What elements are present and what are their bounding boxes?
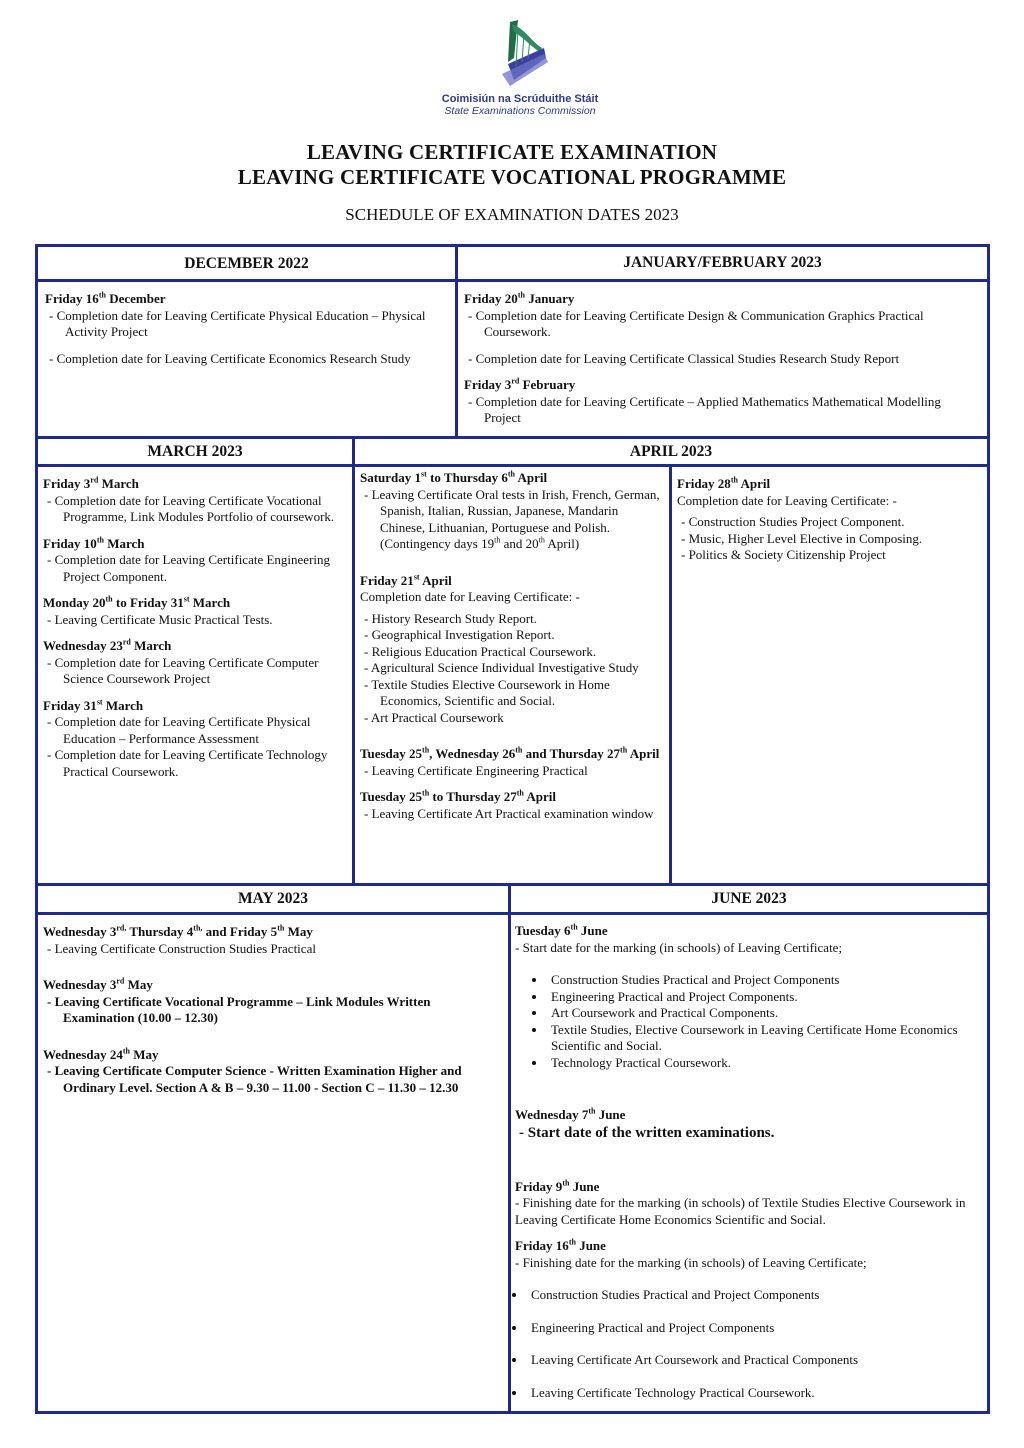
paragraph: Completion date for Leaving Certificate: - [360, 589, 580, 604]
grid-line [35, 279, 990, 282]
grid-line [455, 244, 458, 438]
header-december-2022: DECEMBER 2022 [184, 255, 309, 272]
paragraph: Completion date for Leaving Certificate: - [677, 492, 897, 508]
header-march-2023: MARCH 2023 [147, 443, 243, 460]
grid-line [669, 464, 672, 885]
list-item: • Engineering Practical and Project Components. [547, 989, 977, 1006]
list-item: - Completion date for Leaving Certificate Economics Research Study [49, 350, 411, 366]
list-item: • Engineering Practical and Project Components [527, 1320, 977, 1337]
list-item: - History Research Study Report. [364, 610, 537, 626]
list-item: - Leaving Certificate Construction Studies Practical [47, 940, 316, 956]
header-april-2023: APRIL 2023 [629, 443, 713, 460]
list-item: - Completion date for Leaving Certificate – Applied Mathematics Mathematical Modelling Project [468, 393, 941, 425]
date-heading: Wednesday 7th June [515, 1106, 626, 1122]
logo-english-text: State Examinations Commission [444, 105, 596, 117]
date-heading: Friday 10th March [43, 535, 145, 551]
bullet-list [515, 1287, 977, 1401]
date-heading: Tuesday 6th June [515, 922, 608, 938]
list-item: - Religious Education Practical Coursework. [364, 643, 597, 659]
list-item: - Completion date for Leaving Certificate Engineering Project Component. [47, 552, 331, 584]
list-item: - Completion date for Leaving Certificate Physical Education – Performance Assessment [47, 714, 311, 746]
list-item: - Leaving Certificate Engineering Practical [364, 762, 588, 778]
header-may-2023: MAY 2023 [238, 890, 308, 907]
january-february-cell [464, 291, 969, 427]
list-item: • Construction Studies Practical and Project Components [527, 1287, 977, 1304]
list-item: - Politics & Society Citizenship Project [681, 547, 886, 562]
date-heading: Wednesday $3^{rd,}$ Thursday $4^{th,}$ and Friday 5th May [43, 923, 313, 939]
date-heading: Friday 3rd March [43, 475, 139, 491]
list-item: - Leaving Certificate Art Practical examination window [364, 805, 654, 821]
list-item: - Agricultural Science Individual Investigative Study [364, 660, 639, 675]
list-item: - Music, Higher Level Elective in Composing. [681, 530, 923, 546]
list-item: - Textile Studies Elective Coursework in Home Economics, Scientific and Social. [364, 676, 610, 708]
list-item: • Textile Studies, Elective Coursework in Leaving Certificate Home Economics Scientific and Social. [547, 1022, 977, 1055]
list-item: • Technology Practical Coursework. [547, 1055, 977, 1072]
list-item: - Completion date for Leaving Certificate Computer Science Coursework Project [47, 654, 319, 686]
date-heading: Tuesday 25th to Thursday 27th April [360, 788, 556, 804]
grid-line [352, 436, 355, 885]
date-heading: Saturday 1st to Thursday 6th April [360, 469, 548, 485]
date-heading: Friday 20th January [464, 290, 575, 306]
april-cell-1 [360, 470, 663, 822]
grid-line [35, 883, 990, 886]
grid-line [35, 464, 990, 467]
page-title-1: LEAVING CERTIFICATE EXAMINATION [306, 140, 718, 164]
date-heading: Friday 31st March [43, 697, 144, 713]
date-heading: Friday 9th June [515, 1178, 600, 1194]
list-item: - Art Practical Coursework [364, 709, 504, 725]
date-heading: Friday 16th June [515, 1237, 606, 1253]
march-cell [43, 476, 345, 780]
list-item: - Geographical Investigation Report. [364, 627, 555, 642]
may-cell [43, 924, 498, 1096]
list-item: - Completion date for Leaving Certificate Physical Education – Physical Activity Project [49, 307, 426, 339]
bullet-list [515, 972, 977, 1071]
paragraph: - Start date for the marking (in schools) of Leaving Certificate; [515, 939, 843, 955]
list-item: - Start date of the written examinations. [519, 1124, 775, 1141]
list-item: - Leaving Certificate Vocational Programme – Link Modules Written Examination (10.00 – 12.30) [47, 993, 431, 1025]
list-item: - Completion date for Leaving Certificate Technology Practical Coursework. [47, 747, 328, 779]
date-heading: Friday 16th December [45, 290, 166, 306]
paragraph: - Finishing date for the marking (in schools) of Textile Studies Elective Coursework in Leaving Certificate Home Economics Scientific and Social. [515, 1195, 966, 1227]
grid-line [35, 912, 990, 915]
page-subtitle: SCHEDULE OF EXAMINATION DATES 2023 [345, 205, 679, 224]
date-heading: Wednesday 23rd March [43, 637, 172, 653]
sec-logo [430, 18, 610, 123]
header-june-2023: JUNE 2023 [711, 890, 787, 907]
page-title-2: LEAVING CERTIFICATE VOCATIONAL PROGRAMME [237, 165, 787, 189]
date-heading: Monday 20th to Friday 31st March [43, 594, 231, 610]
list-item: - Leaving Certificate Oral tests in Irish, French, German, Spanish, Italian, Russian, Japanese, Mandarin Chinese, Lithuanian, Portuguese and Polish. (Contingency days 19th and 20th April) [364, 486, 660, 551]
list-item: • Leaving Certificate Art Coursework and Practical Components [527, 1352, 977, 1369]
date-heading: Tuesday 25th, Wednesday 26th and Thursday 27th April [360, 745, 660, 761]
harp-logo-icon [488, 18, 552, 90]
list-item: - Completion date for Leaving Certificate Design & Communication Graphics Practical Coursework. [468, 307, 924, 339]
list-item: - Leaving Certificate Computer Science - Written Examination Higher and Ordinary Level. Section A & B – 9.30 – 11.00 - Section C – 11.30 – 12.30 [47, 1063, 462, 1095]
date-heading: Wednesday 24th May [43, 1046, 159, 1062]
paragraph: - Finishing date for the marking (in schools) of Leaving Certificate; [515, 1254, 867, 1270]
list-item: - Completion date for Leaving Certificate Vocational Programme, Link Modules Portfolio of coursework. [47, 492, 335, 524]
list-item: • Art Coursework and Practical Components. [547, 1005, 977, 1022]
date-heading: Friday 3rd February [464, 376, 576, 392]
logo-irish-text: Coimisiún na Scrúduithe Stáit [441, 93, 599, 105]
list-item: - Construction Studies Project Component. [681, 514, 905, 529]
list-item: • Construction Studies Practical and Project Components [547, 972, 977, 989]
date-heading: Wednesday 3rd May [43, 976, 153, 992]
header-january-february-2023: JANUARY/FEBRUARY 2023 [623, 254, 822, 271]
june-cell [515, 923, 977, 1401]
date-heading: Friday 21st April [360, 572, 452, 588]
list-item: - Completion date for Leaving Certificate Classical Studies Research Study Report [468, 350, 900, 366]
grid-line [35, 436, 990, 439]
date-heading: Friday 28th April [677, 475, 771, 491]
list-item: - Leaving Certificate Music Practical Tests. [47, 611, 273, 627]
december-cell [45, 291, 440, 367]
list-item: • Leaving Certificate Technology Practical Coursework. [527, 1385, 977, 1402]
april-cell-2 [677, 476, 982, 564]
